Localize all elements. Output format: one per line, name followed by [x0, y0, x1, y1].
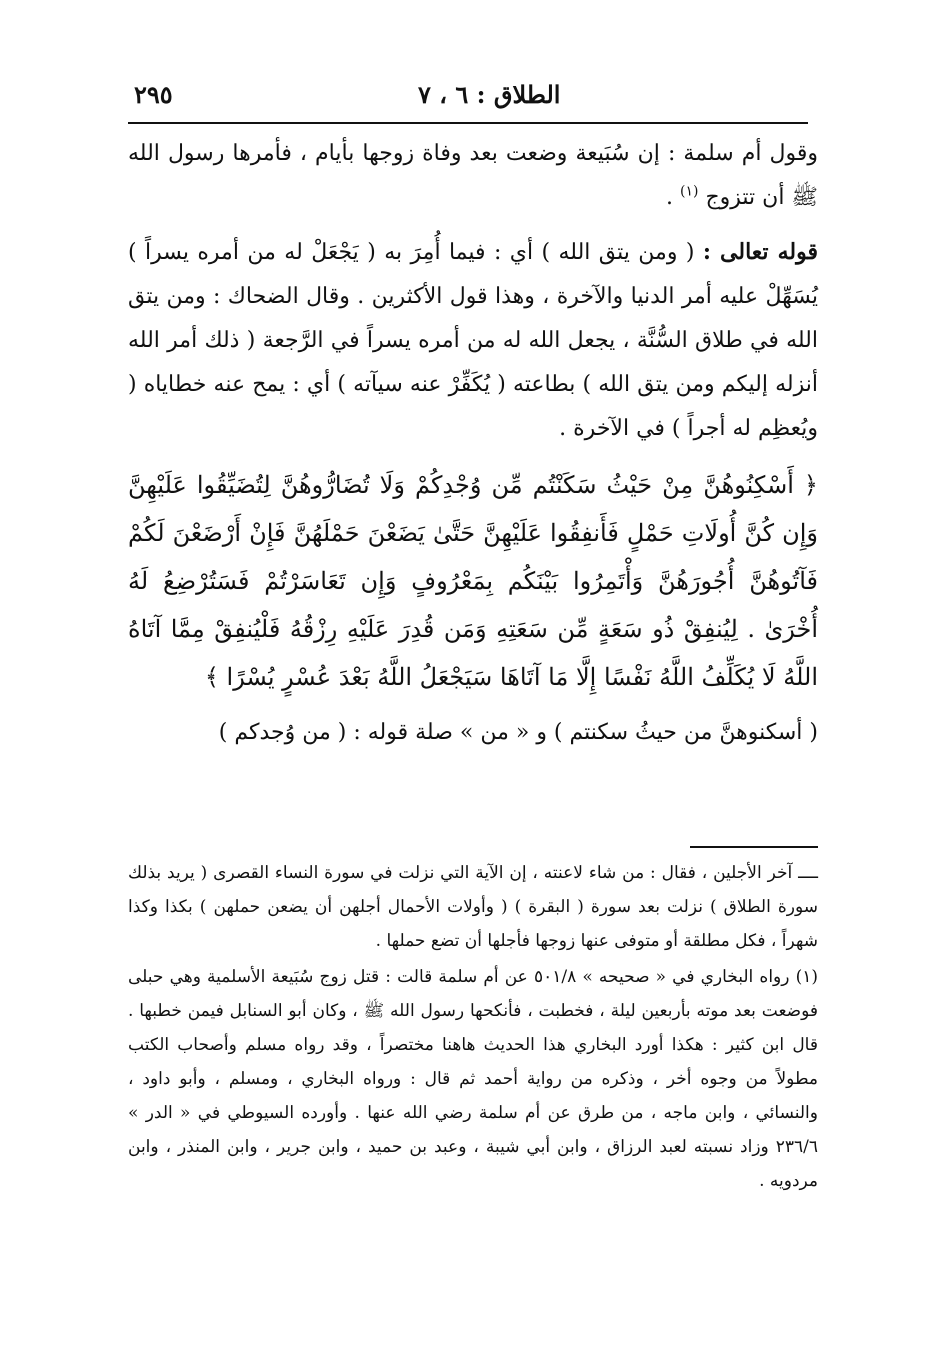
- page-header: [128, 76, 808, 116]
- paragraph-text: وقول أم سلمة : إن سُبَيعة وضعت بعد وفاة زوجها بأيام ، فأمرها رسول الله ﷺ أن تتزوج: [128, 141, 818, 210]
- footnote-1: (١) رواه البخاري في « صحيحه » ٥٠١/٨ عن أم سلمة قالت : قتل زوج سُبَيعة الأسلمية وهي حبلى فوضعت بعد موته بأربعين ليلة ، فخطبت ، فأنكحها رسول الله ﷺ ، وكان أبو السنابل فيمن خطبها . قال ابن كثير : هكذا أورد البخاري هذا الحديث هاهنا مختصراً ، وقد رواه مسلم وأصحاب الكتب مطولاً من وجوه أخر ، وذكره من رواية أحمد ثم قال : ورواه البخاري ، ومسلم ، وأبو داود ، والنسائي ، وابن ماجه ، من طرق عن أم سلمة رضي الله عنها . وأورده السيوطي في « الدر » ٢٣٦/٦ وزاد نسبته لعبد الرزاق ، وابن أبي شيبة ، وعبد بن حميد ، وابن جرير ، وابن المنذر ، وابن مردويه .: [128, 967, 819, 1191]
- paragraph-explanation: ( أسكنوهنَّ من حيثُ سكنتم ) و « من » صلة قوله : ( من وُجدكم ): [218, 720, 818, 745]
- paragraph-umm-salama: [128, 132, 818, 220]
- footnote-marker: (١): [679, 183, 699, 200]
- quran-verse: ﴿ أَسْكِنُوهُنَّ مِنْ حَيْثُ سَكَنْتُم مِّن وُجْدِكُمْ وَلَا تُضَارُّوهُنَّ لِتُضَيِّقُوا عَلَيْهِنَّ وَإِن كُنَّ أُولَاتِ حَمْلٍ فَأَنفِقُوا عَلَيْهِنَّ حَتَّىٰ يَضَعْنَ حَمْلَهُنَّ فَإِنْ أَرْضَعْنَ لَكُمْ فَآتُوهُنَّ أُجُورَهُنَّ وَأْتَمِرُوا بَيْنَكُم بِمَعْرُوفٍ وَإِن تَعَاسَرْتُمْ فَسَتُرْضِعُ لَهُ أُخْرَىٰ . لِيُنفِقْ ذُو سَعَةٍ مِّن سَعَتِهِ وَمَن قُدِرَ عَلَيْهِ رِزْقُهُ فَلْيُنفِقْ مِمَّا آتَاهُ اللَّهُ لَا يُكَلِّفُ اللَّهُ نَفْسًا إِلَّا مَا آتَاهَا سَيَجْعَلُ اللَّهُ بَعْدَ عُسْرٍ يُسْرًا ﴾: [128, 471, 818, 691]
- paragraph-commentary: [128, 230, 818, 451]
- footnote-rule: [690, 846, 818, 848]
- running-title: الطلاق : ٦ ، ٧: [418, 80, 561, 109]
- paragraph-text: ( ومن يتق الله ) أي : فيما أُمِرَ به ( يَجْعَلْ له من أمره يسراً ) يُسَهِّلْ عليه أمر الدنيا والآخرة ، وهذا قول الأكثرين . وقال الضحاك : ومن يتق الله في طلاق السُّنَّة ، يجعل الله له من أمره يسراً في الرَّجعة ( ذلك أمر الله أنزله إليكم ومن يتق الله ) بطاعته ( يُكَفِّرْ عنه سيآته ) أي : يمح عنه خطاياه ( ويُعظِم له أجراً ) في الآخرة .: [128, 240, 818, 441]
- page-number: ٢٩٥: [134, 80, 173, 109]
- header-rule: [128, 122, 808, 124]
- paragraph-end: .: [665, 185, 680, 210]
- commentary-lead: قوله تعالى :: [702, 239, 818, 265]
- footnotes: [128, 856, 818, 1200]
- main-text: [128, 132, 818, 765]
- footnote-continuation: ــــ آخر الأجلين ، فقال : من شاء لاعنته ، إن الآية التي نزلت في سورة النساء القصرى ( يريد بذلك سورة الطلاق ) نزلت بعد سورة ( البقرة ) ( وأولات الأحمال أجلهن أن يضعن حملهن ) بكذا وكذا شهراً ، فكل مطلقة أو متوفى عنها زوجها فأجلها أن تضع حملها .: [128, 863, 818, 951]
